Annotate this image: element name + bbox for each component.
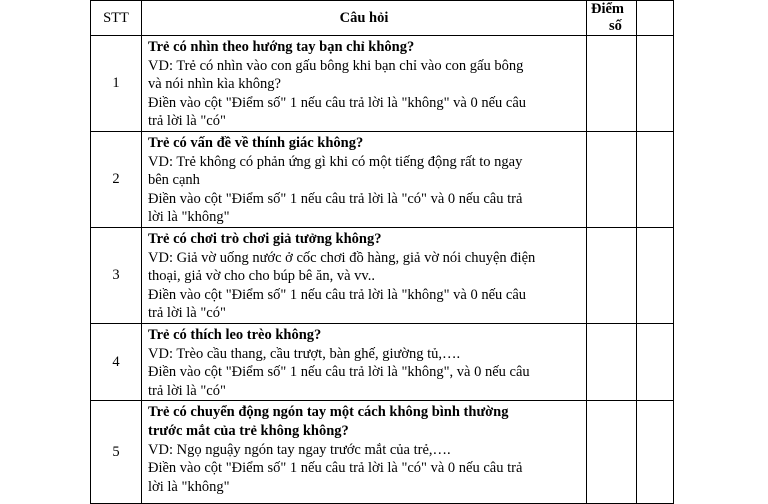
question-line: VD: Trẻ không có phản ứng gì khi có một tiếng động rất to ngay: [148, 153, 523, 170]
question-title: Trẻ có chơi trò chơi giả tưởng không?: [148, 230, 382, 247]
question-cell: [142, 36, 587, 132]
question-title: Trẻ có vấn đề về thính giác không?: [148, 134, 364, 151]
header-extra: [637, 1, 674, 36]
question-line: Điền vào cột "Điểm số" 1 nếu câu trả lời là "không", và 0 nếu câu: [148, 364, 530, 381]
question-line: Điền vào cột "Điểm số" 1 nếu câu trả lời là "không" và 0 nếu câu: [148, 94, 527, 111]
question-cell: [142, 401, 587, 504]
question-cell: [142, 227, 587, 323]
header-score-a: Điểm: [591, 1, 625, 17]
question-line: thoại, giả vờ cho cho búp bê ăn, và vv..: [148, 268, 375, 285]
row-number: 3: [91, 227, 142, 323]
question-title: Trẻ có thích leo trèo không?: [148, 326, 322, 343]
question-line: VD: Trẻ có nhìn vào con gấu bông khi bạn chỉ vào con gấu bông: [148, 57, 524, 74]
question-title-cont: trước mắt của trẻ không không?: [148, 422, 349, 439]
question-cell: [142, 131, 587, 227]
header-score: [587, 1, 637, 36]
extra-cell: [637, 227, 674, 323]
score-cell[interactable]: [587, 227, 637, 323]
score-cell[interactable]: [587, 401, 637, 504]
question-line: trả lời là "có": [148, 113, 226, 130]
question-line: VD: Ngọ nguậy ngón tay ngay trước mắt của trẻ,….: [148, 441, 451, 458]
question-line: Điền vào cột "Điểm số" 1 nếu câu trả lời là "có" và 0 nếu câu trả: [148, 460, 523, 477]
header-question: Câu hỏi: [142, 1, 587, 36]
table-row: [91, 131, 674, 227]
header-stt: STT: [91, 1, 142, 36]
score-cell[interactable]: [587, 36, 637, 132]
mchat-question-table: [90, 0, 674, 504]
header-score-b: số: [609, 18, 622, 34]
question-line: bên cạnh: [148, 172, 200, 189]
question-line: lời là "không": [148, 209, 230, 226]
question-line: VD: Giả vờ uống nước ở cốc chơi đồ hàng, giả vờ nói chuyện điện: [148, 249, 536, 266]
question-line: Điền vào cột "Điểm số" 1 nếu câu trả lời là "có" và 0 nếu câu trả: [148, 190, 523, 207]
table-row: [91, 401, 674, 504]
row-number: 2: [91, 131, 142, 227]
question-line: trả lời là "có": [148, 305, 226, 322]
score-cell[interactable]: [587, 131, 637, 227]
question-line: VD: Trèo cầu thang, cầu trượt, bàn ghế, giường tủ,….: [148, 345, 461, 362]
question-line: và nói nhìn kìa không?: [148, 76, 281, 93]
extra-cell: [637, 401, 674, 504]
extra-cell: [637, 323, 674, 400]
table-row: [91, 36, 674, 132]
extra-cell: [637, 131, 674, 227]
question-title: Trẻ có chuyển động ngón tay một cách không bình thường: [148, 404, 509, 421]
table-row: [91, 323, 674, 400]
row-number: 5: [91, 401, 142, 504]
question-cell: [142, 323, 587, 400]
score-cell[interactable]: [587, 323, 637, 400]
table-row: [91, 227, 674, 323]
extra-cell: [637, 36, 674, 132]
question-line: lời là "không": [148, 478, 230, 495]
row-number: 1: [91, 36, 142, 132]
row-number: 4: [91, 323, 142, 400]
table-header-row: [91, 1, 674, 36]
question-line: Điền vào cột "Điểm số" 1 nếu câu trả lời là "không" và 0 nếu câu: [148, 286, 527, 303]
question-title: Trẻ có nhìn theo hướng tay bạn chỉ không?: [148, 39, 415, 55]
question-line: trả lời là "có": [148, 382, 226, 399]
